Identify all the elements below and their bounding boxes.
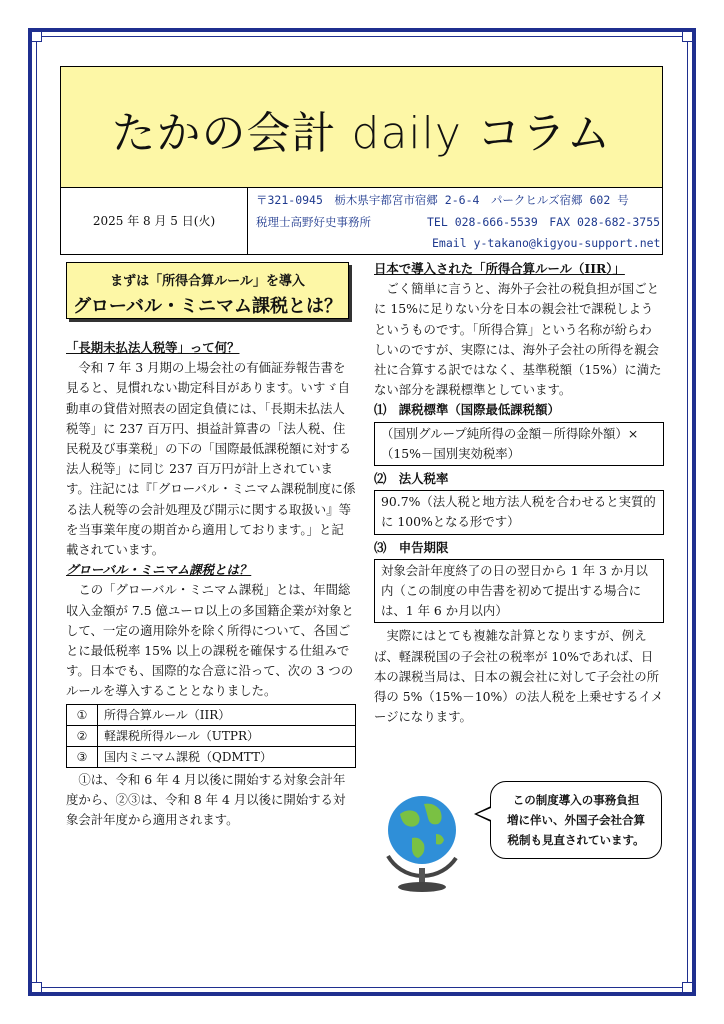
formula-box (374, 422, 664, 466)
paragraph: この「グローバル・ミニマム課税」とは、年間総収入金額が 7.5 億ユーロ以上の多国籍企業が対象として、一定の適用除外を除く所得について、各国ごとに最低税率 15% 以上の課税を確保する仕組みです。日本でも、国際的な合意に沿って、次の 3 つのルールを導入することとなりました。 (66, 582, 354, 699)
box-text: （国別グループ純所得の金額－所得除外額）×（15%－国別実効税率） (381, 425, 639, 461)
border-corner (31, 31, 42, 42)
section-heading: グローバル・ミニマム課税とは？ (66, 562, 252, 578)
office-name: 税理士高野好史事務所 (256, 215, 371, 229)
deadline-box (374, 559, 664, 624)
border-corner (682, 982, 693, 993)
table-row (67, 704, 356, 725)
table-row (67, 725, 356, 746)
globe-icon (378, 786, 468, 896)
box-text: 対象会計年度終了の日の翌日から 1 年 3 か月以内（この制度の申告書を初めて提出する場合には、1 年 6 か月以内） (381, 562, 648, 619)
page-title: たかの会計 daily コラム (111, 108, 612, 159)
paragraph: ①は、令和 6 年 4 月以後に開始する対象会計年度から、②③は、令和 8 年 4 月以後に開始する対象会計年度から適用されます。 (66, 771, 346, 828)
rules-table (66, 704, 356, 768)
table-row (67, 746, 356, 767)
border-corner (31, 982, 42, 993)
box-text: 90.7%（法人税と地方法人税を合わせると実質的に 100%となる形です） (381, 494, 656, 530)
office-email[interactable]: Email y-takano@kigyou-support.net (432, 236, 661, 250)
lead-title: グローバル・ミニマム課税とは？ (72, 296, 343, 317)
rule-number: ③ (67, 746, 98, 767)
issue-date: 2025 年 8 月 5 日(火) (61, 187, 248, 254)
paragraph: 令和 7 年 3 月期の上場会社の有価証券報告書を見ると、見慣れない勘定科目があります。いすゞ自動車の貸借対照表の固定負債には、「長期未払法人税等」に 237 百万円、損益計算書の「法人税、住民税及び事業税」の下の「国際最低課税額に対する法人税等」に同じ 237 百万円が計上されています。注記には『「グローバル・ミニマム課税制度に係る法人税等の会計処理及び開示に関する取扱い』等を当事業年度の期首から適用しております。」と記載されています。 (66, 360, 356, 558)
section-heading: 日本で導入された「所得合算ルール（IIR）」 (374, 261, 625, 276)
tax-rate-box (374, 490, 664, 534)
speech-bubble (490, 781, 662, 859)
bubble-line: この制度導入の事務負担 (512, 793, 640, 807)
rule-number: ① (67, 704, 98, 725)
right-column (374, 259, 664, 727)
rule-label: 所得合算ルール（IIR） (98, 704, 356, 725)
section-heading: 「長期未払法人税等」って何？ (66, 340, 240, 355)
lead-headline-box (66, 262, 349, 319)
border-corner (682, 31, 693, 42)
bubble-line: 税制も見直されています。 (507, 833, 645, 847)
office-address: 〒321-0945 栃木県宇都宮市宿郷 2-6-4 パークヒルズ宿郷 602 号 (256, 193, 629, 207)
rule-number: ② (67, 725, 98, 746)
speech-bubble-tail-fill (477, 808, 491, 820)
bubble-line: 増に伴い、外国子会社合算 (507, 813, 645, 827)
paragraph: ごく簡単に言うと、海外子会社の税負担が国ごとに 15%に足りない分を日本の親会社で課税しようというものです。「所得合算」という名称が紛らわしいのですが、実際には、海外子会社の所得を親会社に合算する訳ではなく、基準税額（15%）に満たない部分を課税標準としています。 (374, 281, 662, 398)
header (60, 66, 663, 255)
rule-label: 軽課税所得ルール（UTPR） (98, 725, 356, 746)
lead-subtitle: まずは「所得合算ルール」を導入 (110, 274, 305, 289)
subsection-title: ⑴ 課税標準（国際最低課税額） (374, 402, 560, 418)
title-area (61, 67, 662, 188)
subsection-title: ⑶ 申告期限 (374, 539, 449, 555)
paragraph: 実際にはとても複雑な計算となりますが、例えば、軽課税国の子会社の税率が 10%であれば、日本の課税当局は、日本の親会社に対して子会社の所得の 5%（15%－10%）の法人税を上乗せするイメージになります。 (374, 628, 664, 725)
left-column (66, 338, 356, 830)
rule-label: 国内ミニマム課税（QDMTT） (98, 746, 356, 767)
office-phone-fax: TEL 028-666-5539 FAX 028-682-3755 (427, 215, 661, 229)
subsection-title: ⑵ 法人税率 (374, 471, 449, 487)
